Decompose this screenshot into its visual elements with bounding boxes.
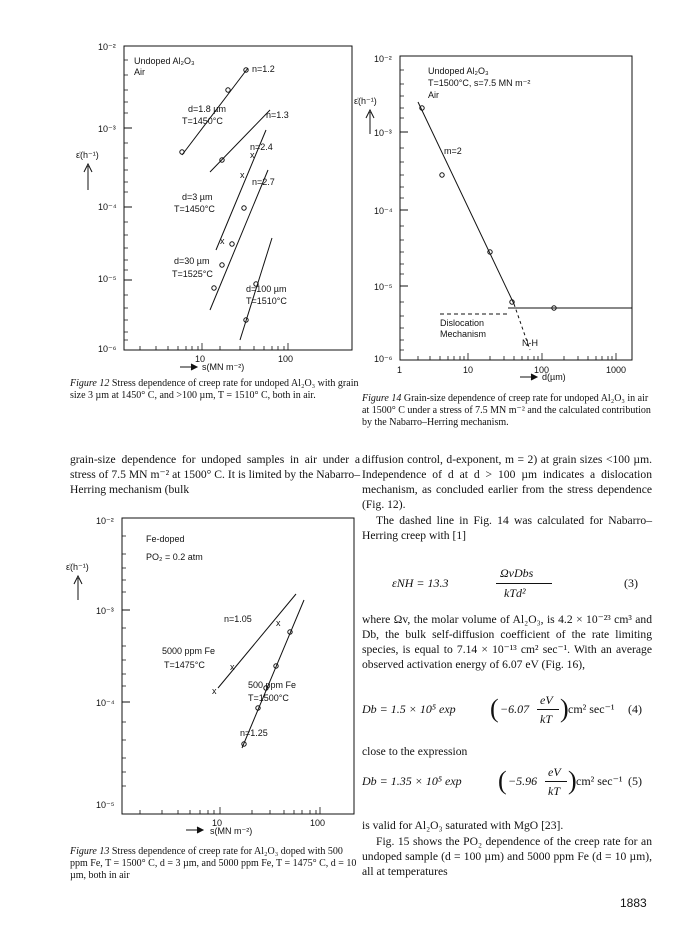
y-tick-label: 10⁻⁴	[98, 202, 117, 212]
y-tick-label: 10⁻⁵	[96, 800, 115, 810]
right-paragraph-1: diffusion control, d-exponent, m = 2) at grain sizes <100 µm. Independence of d at d > 100 µm indicates a dislocation mechanism, as concluded earlier from the stress dependence (Fig. 12).	[362, 453, 652, 511]
svg-text:x: x	[220, 236, 225, 246]
right-paragraph-5: is valid for Al₂O₃ saturated with MgO [23].	[362, 819, 564, 832]
annotation: d=3 µm	[182, 192, 213, 202]
page-number: 1883	[620, 896, 647, 910]
y-tick-label: 10⁻⁵	[98, 274, 117, 284]
x-axis-label: s(MN m⁻²)	[202, 362, 245, 372]
svg-text:x: x	[240, 170, 245, 180]
right-paragraph-4: close to the expression	[362, 745, 468, 758]
y-tick-label: 10⁻³	[374, 128, 392, 138]
y-tick-label: 10⁻²	[98, 42, 116, 52]
x-tick-label: 100	[278, 354, 294, 364]
eq5-exponent: −5.96	[508, 774, 538, 788]
figure-13-plot	[66, 508, 370, 848]
annotation: d=100 µm	[246, 284, 287, 294]
annotation: 500 ppm Fe	[248, 680, 297, 690]
right-paragraph-2: The dashed line in Fig. 14 was calculated for Nabarro–Herring creep with [1]	[362, 514, 652, 542]
figure-14-caption	[362, 393, 652, 429]
x-tick-label: 1000	[606, 365, 627, 375]
right-paragraph-6: Fig. 15 shows the PO₂ dependence of the creep rate for an undoped sample (d = 100 µm) and 5000 ppm Fe (d = 10 µm), all at temperatures	[362, 835, 652, 878]
svg-text:x: x	[230, 662, 235, 672]
svg-text:x: x	[212, 686, 217, 696]
legend-entry: Undoped Al₂O₃	[134, 56, 195, 66]
annotation: n=2.7	[252, 177, 275, 187]
annotation: n=1.25	[240, 728, 268, 738]
caption-label: Figure 14	[362, 393, 402, 404]
x-tick-label: 10	[212, 818, 223, 828]
annotation: 5000 ppm Fe	[162, 646, 216, 656]
eq5-lhs: Db = 1.35 × 10⁵ exp	[362, 774, 462, 788]
eq4-lhs: Db = 1.5 × 10⁵ exp	[362, 702, 456, 716]
annotation: n=1.3	[266, 110, 289, 120]
left-paragraph: grain-size dependence for undoped samples in air under a stress of 7.5 MN m⁻² at 1500° C. It is limited by the Nabarro–Herring mechanism (bulk	[70, 453, 360, 496]
legend-entry: Air	[134, 67, 145, 77]
x-tick-label: 100	[534, 365, 550, 375]
annotation: T=1525°C	[172, 269, 213, 279]
annotation: T=1475°C	[164, 660, 205, 670]
caption-label: Figure 13	[70, 846, 110, 857]
x-axis-label: d(µm)	[542, 372, 566, 382]
caption-text: Stress dependence of creep rate for Al₂O₃ doped with 500 ppm Fe, T = 1500° C, d = 3 µm, and 5000 ppm Fe, T = 1475° C, d = 10 µm, both in air	[70, 846, 357, 881]
svg-text:x: x	[250, 150, 255, 160]
eq5-numerator: eV	[548, 765, 561, 779]
x-tick-label: 10	[463, 365, 474, 375]
annotation: T=1510°C	[246, 296, 287, 306]
annotation: n=1.2	[252, 64, 275, 74]
annotation: m=2	[444, 146, 462, 156]
eq3-numerator: ΩvDbs	[500, 566, 534, 580]
x-tick-label: 10	[195, 354, 206, 364]
y-axis-label: ε̇(h⁻¹)	[66, 562, 89, 572]
y-tick-label: 10⁻³	[98, 124, 116, 134]
annotation: d=1.8 µm	[188, 104, 226, 114]
annotation: Mechanism	[440, 329, 487, 339]
annotation: T=1500°C	[248, 693, 289, 703]
caption-text: Grain-size dependence of creep rate for undoped Al₂O₃ in air at 1500° C under a stress of 7.5 MN m⁻² and the calculated contribution by the Nabarro–Herring mechanism.	[362, 393, 651, 428]
eq5-number: (5)	[628, 774, 642, 788]
equation-3	[392, 566, 652, 606]
y-tick-label: 10⁻⁶	[374, 354, 393, 364]
legend-entry: Air	[428, 90, 439, 100]
legend-entry: T=1500°C, s=7.5 MN m⁻²	[428, 78, 531, 88]
eq5-units: cm² sec⁻¹	[576, 774, 623, 788]
caption-label: Figure 12	[70, 378, 110, 389]
figure-12-plot	[70, 40, 370, 370]
eq4-units: cm² sec⁻¹	[568, 702, 615, 716]
y-axis-label: ε̇(h⁻¹)	[354, 96, 377, 106]
eq3-lhs: ε̇NH = 13.3	[392, 576, 449, 590]
annotation: T=1450°C	[174, 204, 215, 214]
legend-entry: PO₂ = 0.2 atm	[146, 552, 203, 562]
eq4-numerator: eV	[540, 693, 553, 707]
y-tick-label: 10⁻²	[374, 54, 392, 64]
eq3-number: (3)	[624, 576, 638, 590]
y-tick-label: 10⁻⁴	[96, 698, 115, 708]
figure-12-caption	[70, 378, 363, 402]
annotation: T=1450°C	[182, 116, 223, 126]
eq4-number: (4)	[628, 702, 642, 716]
legend-entry: Fe-doped	[146, 534, 185, 544]
x-tick-label: 1	[397, 365, 403, 375]
equation-5: Db = 1.35 × 10⁵ exp ( −5.96 eV kT ) cm² sec⁻¹ (5)	[362, 765, 642, 798]
y-axis-label: ε̇(h⁻¹)	[76, 150, 99, 160]
y-tick-label: 10⁻⁵	[374, 282, 393, 292]
x-tick-label: 100	[310, 818, 326, 828]
figure-13-caption	[70, 846, 363, 882]
y-tick-label: 10⁻⁶	[98, 344, 117, 354]
y-tick-label: 10⁻⁴	[374, 206, 393, 216]
annotation: Dislocation	[440, 318, 485, 328]
annotation: n=1.05	[224, 614, 252, 624]
svg-text:x: x	[276, 618, 281, 628]
figure-14-plot	[354, 50, 650, 388]
y-tick-label: 10⁻²	[96, 516, 114, 526]
right-paragraph-3: where Ωv, the molar volume of Al₂O₃, is 4.2 × 10⁻²³ cm³ and Db, the bulk self-diffusion coefficient of the rate limiting species, is equal to 7.14 × 10⁻¹³ cm² sec⁻¹. With an average observed activation energy of 6.07 eV (Fig. 16),	[362, 613, 652, 671]
y-tick-label: 10⁻³	[96, 606, 114, 616]
legend-entry: Undoped Al₂O₃	[428, 66, 489, 76]
equation-4: Db = 1.5 × 10⁵ exp ( −6.07 eV kT ) cm² sec⁻¹ (4)	[362, 693, 642, 726]
eq4-denominator: kT	[540, 712, 552, 726]
eq3-denominator: kTd²	[504, 586, 526, 600]
caption-text: Stress dependence of creep rate for undoped Al₂O₃ with grain size 3 µm at 1450° C, and >100 µm, T = 1510° C, both in air.	[70, 378, 359, 401]
annotation: n=2.4	[250, 142, 273, 152]
annotation: N-H	[522, 338, 538, 348]
x-axis-label: s(MN m⁻²)	[210, 826, 253, 836]
annotation: d=30 µm	[174, 256, 210, 266]
eq4-exponent: −6.07	[500, 702, 530, 716]
eq5-denominator: kT	[548, 784, 560, 798]
